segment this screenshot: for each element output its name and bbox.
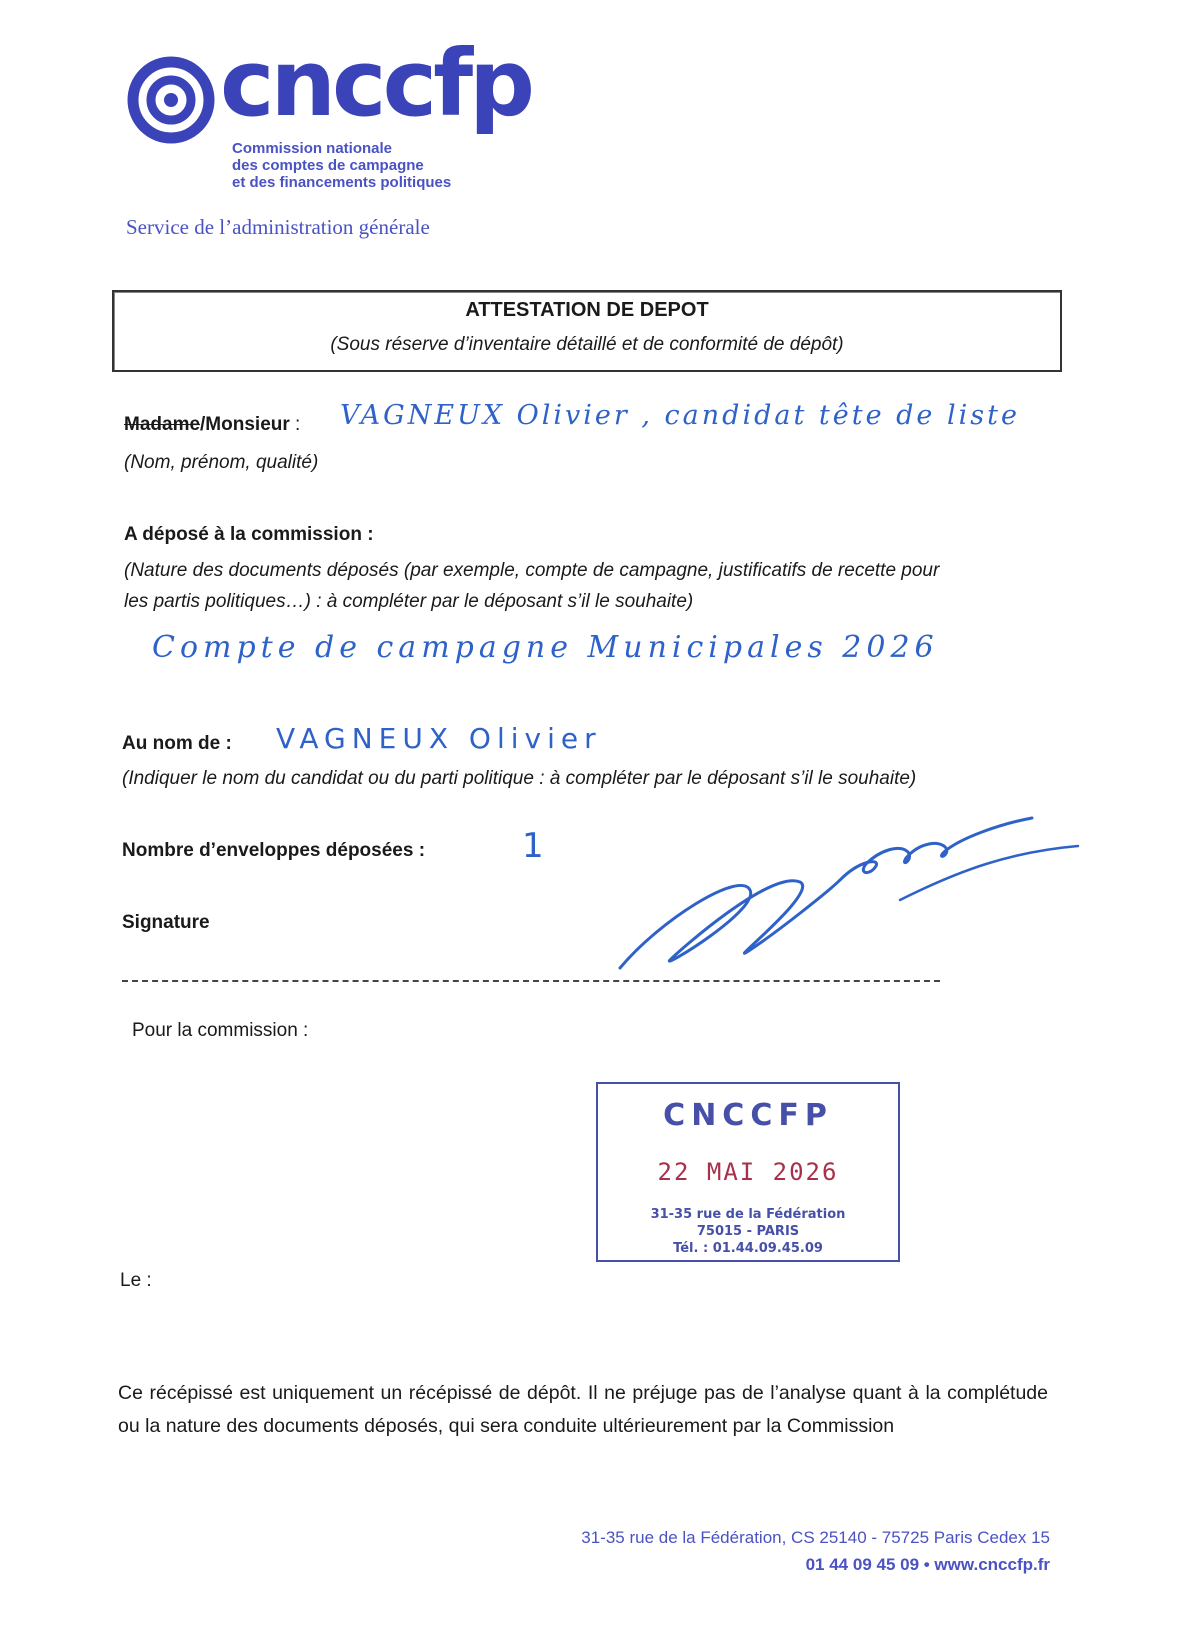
civility-label: Madame/Monsieur : (124, 414, 301, 435)
cnccfp-logo-icon (126, 55, 216, 145)
footer-address: 31-35 rue de la Fédération, CS 25140 - 75725 Paris Cedex 15 (581, 1528, 1050, 1547)
document-title: ATTESTATION DE DEPOT (465, 299, 709, 321)
handwritten-signature-icon (600, 800, 1080, 980)
deposited-label: A déposé à la commission : (124, 524, 374, 545)
name-hint: (Nom, prénom, qualité) (124, 452, 319, 473)
stamp-address: 31-35 rue de la Fédération 75015 - PARIS Tél. : 01.44.09.45.09 (650, 1207, 846, 1256)
on-behalf-hint: (Indiquer le nom du candidat ou du parti politique : à compléter par le déposant s’il le souhaite) (122, 768, 917, 789)
document-subtitle: (Sous réserve d’inventaire détaillé et de conformité de dépôt) (330, 334, 844, 355)
name-handwritten: VAGNEUX Olivier , candidat tête de liste (340, 400, 1020, 431)
stamp-title: CNCCFP (663, 1098, 833, 1133)
deposited-handwritten: Compte de campagne Municipales 2026 (152, 630, 939, 665)
commission-stamp (596, 1082, 900, 1262)
envelopes-label: Nombre d’enveloppes déposées : (122, 840, 426, 861)
service-name: Service de l’administration générale (126, 215, 430, 239)
notice-text: Ce récépissé est uniquement un récépissé de dépôt. Il ne préjuge pas de l’analyse quant à la complétude ou la nature des documents déposés, qui sera conduite ultérieurement par la Commission (118, 1382, 1048, 1437)
separator (122, 980, 940, 982)
envelopes-handwritten: 1 (522, 826, 550, 866)
on-behalf-label: Au nom de : (122, 733, 232, 754)
stamp-date: 22 MAI 2026 (657, 1158, 839, 1186)
deposited-hint-line-2: les partis politiques…) : à compléter par le déposant s’il le souhaite) (124, 591, 694, 612)
logo-wordmark: cnccfp (220, 30, 531, 137)
date-label: Le : (120, 1270, 152, 1291)
for-commission-label: Pour la commission : (132, 1020, 309, 1041)
footer-contact: 01 44 09 45 09 • www.cnccfp.fr (805, 1555, 1050, 1574)
signature-label: Signature (122, 912, 210, 933)
on-behalf-handwritten: VAGNEUX Olivier (276, 722, 602, 755)
deposited-hint-line-1: (Nature des documents déposés (par exemple, compte de campagne, justificatifs de recette pour (124, 560, 940, 581)
logo-subtitle: Commission nationale des comptes de campagne et des financements politiques (232, 140, 452, 191)
